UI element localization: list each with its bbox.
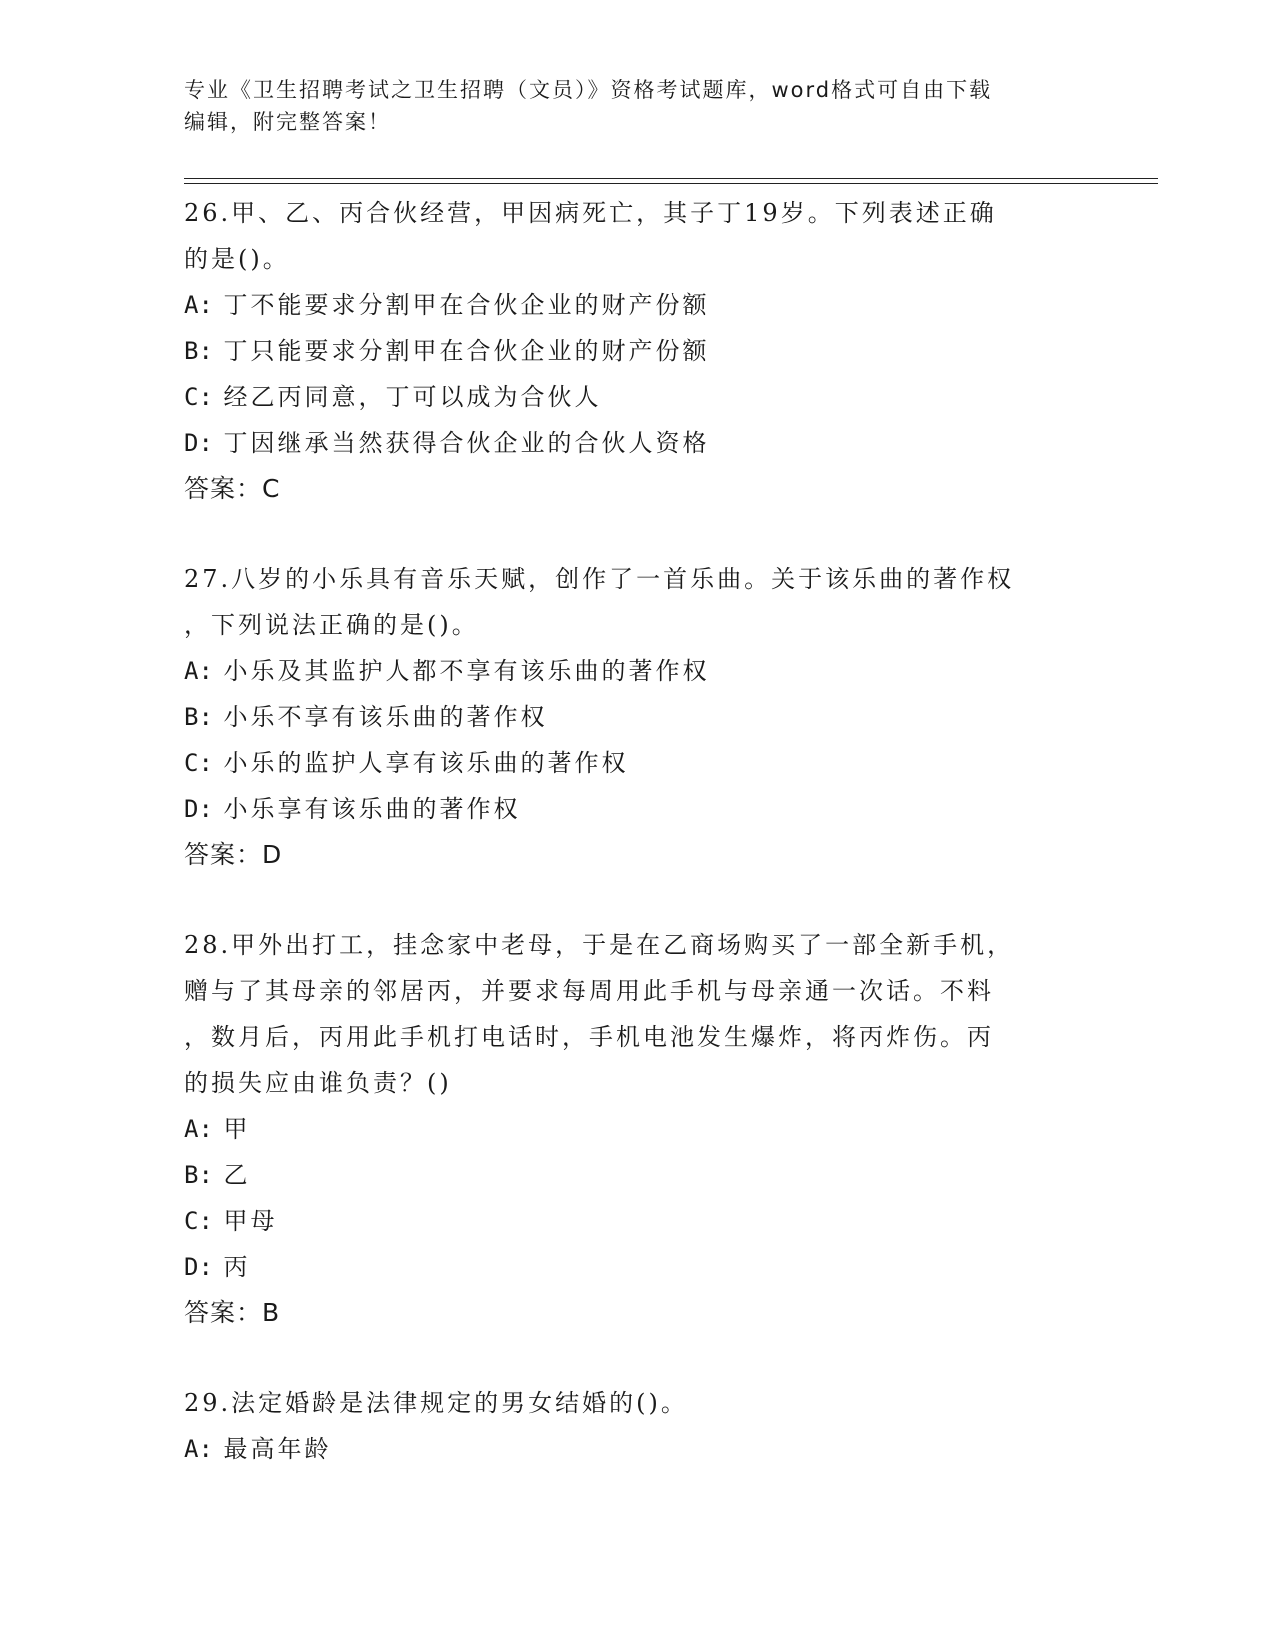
option-d xyxy=(184,786,1084,832)
option-letter: B: xyxy=(184,1161,213,1189)
option-a xyxy=(184,648,1084,694)
document-header xyxy=(184,74,1084,138)
option-letter: C: xyxy=(184,383,213,411)
question-stem-line: 的损失应由谁负责？() xyxy=(184,1069,452,1097)
option-text: 经乙丙同意，丁可以成为合伙人 xyxy=(223,383,602,411)
option-d xyxy=(184,1244,1084,1290)
option-text: 小乐不享有该乐曲的著作权 xyxy=(223,703,548,731)
option-text: 甲母 xyxy=(223,1207,278,1235)
option-text: 最高年龄 xyxy=(223,1435,332,1463)
option-d xyxy=(184,420,1084,466)
option-b xyxy=(184,1152,1084,1198)
option-letter: D: xyxy=(184,429,213,457)
option-letter: A: xyxy=(184,1435,213,1463)
question-stem-line: 28.甲外出打工，挂念家中老母，于是在乙商场购买了一部全新手机， xyxy=(184,931,1015,959)
question-list xyxy=(184,190,1084,1516)
answer-line: 答案：B xyxy=(184,1298,281,1327)
option-text: 丁不能要求分割甲在合伙企业的财产份额 xyxy=(223,291,710,319)
option-letter: D: xyxy=(184,795,213,823)
option-a xyxy=(184,282,1084,328)
option-letter: C: xyxy=(184,1207,213,1235)
header-divider-bottom xyxy=(184,183,1158,184)
header-line-2: 编辑，附完整答案！ xyxy=(184,110,391,134)
question-stem-line: 的是()。 xyxy=(184,245,290,273)
question-stem-line: ，数月后，丙用此手机打电话时，手机电池发生爆炸，将丙炸伤。丙 xyxy=(184,1023,994,1051)
option-a xyxy=(184,1106,1084,1152)
option-letter: B: xyxy=(184,337,213,365)
option-text: 小乐的监护人享有该乐曲的著作权 xyxy=(223,749,629,777)
option-c xyxy=(184,374,1084,420)
answer-line: 答案：D xyxy=(184,840,283,869)
option-b xyxy=(184,694,1084,740)
question-26 xyxy=(184,190,1084,512)
option-c xyxy=(184,1198,1084,1244)
question-29 xyxy=(184,1380,1084,1472)
question-stem-line: 27.八岁的小乐具有音乐天赋，创作了一首乐曲。关于该乐曲的著作权 xyxy=(184,565,1015,593)
option-letter: A: xyxy=(184,657,213,685)
option-c xyxy=(184,740,1084,786)
option-a xyxy=(184,1426,1084,1472)
question-stem-line: 29.法定婚龄是法律规定的男女结婚的()。 xyxy=(184,1389,688,1417)
option-text: 丁因继承当然获得合伙企业的合伙人资格 xyxy=(223,429,710,457)
question-stem-line: ，下列说法正确的是()。 xyxy=(184,611,479,639)
option-text: 小乐及其监护人都不享有该乐曲的著作权 xyxy=(223,657,710,685)
question-stem-line: 赠与了其母亲的邻居丙，并要求每周用此手机与母亲通一次话。不料 xyxy=(184,977,994,1005)
option-text: 乙 xyxy=(223,1161,251,1189)
option-text: 丙 xyxy=(223,1253,251,1281)
option-text: 小乐享有该乐曲的著作权 xyxy=(223,795,521,823)
option-b xyxy=(184,328,1084,374)
option-letter: D: xyxy=(184,1253,213,1281)
option-text: 甲 xyxy=(223,1115,251,1143)
question-27 xyxy=(184,556,1084,878)
option-letter: C: xyxy=(184,749,213,777)
question-stem-line: 26.甲、乙、丙合伙经营，甲因病死亡，其子丁19岁。下列表述正确 xyxy=(184,199,997,227)
header-line-1: 专业《卫生招聘考试之卫生招聘（文员）》资格考试题库，word格式可自由下载 xyxy=(184,78,993,102)
option-letter: B: xyxy=(184,703,213,731)
option-text: 丁只能要求分割甲在合伙企业的财产份额 xyxy=(223,337,710,365)
option-letter: A: xyxy=(184,1115,213,1143)
question-28 xyxy=(184,922,1084,1336)
option-letter: A: xyxy=(184,291,213,319)
answer-line: 答案：C xyxy=(184,474,281,503)
header-divider-top xyxy=(184,178,1158,179)
